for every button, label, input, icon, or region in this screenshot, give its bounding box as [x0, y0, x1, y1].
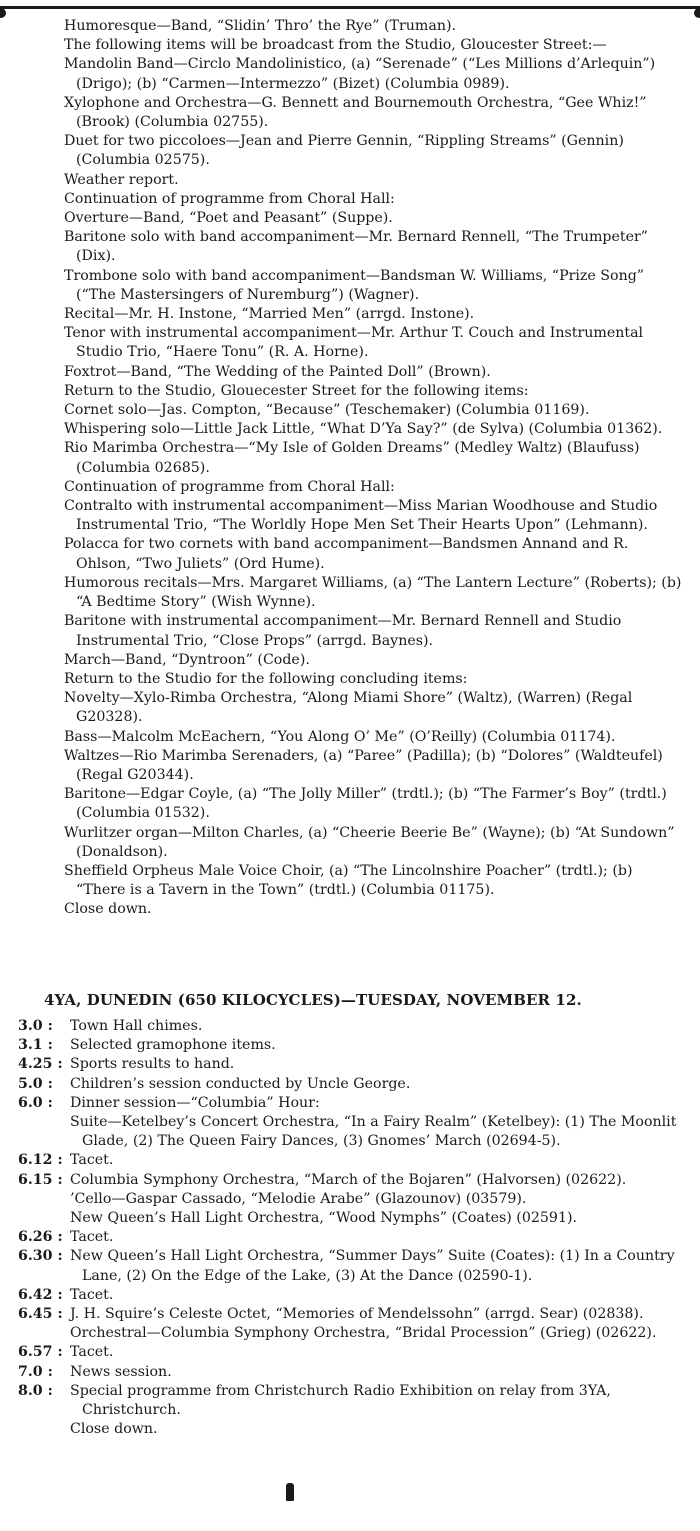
schedule-row [18, 1363, 686, 1382]
schedule-row [18, 1343, 686, 1362]
schedule-text: Tacet. [70, 1152, 114, 1169]
programme-item: Foxtrot—Band, “The Wedding of the Painted Doll” (Brown). [64, 363, 491, 380]
programme-item: Baritone solo with band accompaniment—Mr. Bernard Rennell, “The Trumpeter” (Dix). [64, 229, 649, 265]
programme-item: The following items will be broadcast from the Studio, Gloucester Street:— [64, 37, 607, 54]
schedule-time: 7.0 : [18, 1363, 53, 1380]
schedule-row [18, 1171, 686, 1190]
schedule-text: Town Hall chimes. [70, 1018, 203, 1034]
rule-end-ornament [694, 8, 700, 18]
programme-item: Bass—Malcolm McEachern, “You Along O’ Me” (O’Reilly) (Columbia 01174). [64, 728, 616, 745]
station-schedule [18, 1017, 686, 1439]
schedule-row [18, 1247, 686, 1285]
schedule-time: 4.25 : [18, 1056, 63, 1073]
schedule-row [18, 1055, 686, 1074]
programme-item: Xylophone and Orchestra—G. Bennett and Bournemouth Orchestra, “Gee Whiz!” (Brook) (Columbia 02755). [64, 94, 647, 131]
schedule-continuation: Orchestral—Columbia Symphony Orchestra, “Bridal Procession” (Grieg) (02622). [70, 1325, 657, 1342]
schedule-continuation: New Queen’s Hall Light Orchestra, “Wood Nymphs” (Coates) (02591). [70, 1210, 578, 1227]
programme-item: Waltzes—Rio Marimba Serenaders, (a) “Paree” (Padilla); (b) “Dolores” (Waldteufel) (Regal G20344). [64, 747, 663, 783]
programme-item: Overture—Band, “Poet and Peasant” (Suppe). [64, 210, 393, 227]
programme-item: Weather report. [64, 171, 179, 188]
schedule-text: News session. [70, 1363, 172, 1380]
schedule-row [18, 1305, 686, 1324]
schedule-row [18, 1075, 686, 1094]
programme-item: Baritone—Edgar Coyle, (a) “The Jolly Miller” (trdtl.); (b) “The Farmer’s Boy” (trdtl.) (Columbia 01532). [64, 786, 667, 822]
schedule-text: Sports results to hand. [70, 1056, 235, 1073]
section-heading: 4YA, DUNEDIN (650 KILOCYCLES)—TUESDAY, NOVEMBER 12. [44, 991, 582, 1009]
programme-item: Wurlitzer organ—Milton Charles, (a) “Cheerie Beerie Be” (Wayne); (b) “At Sundown” (Donaldson). [64, 824, 675, 860]
rule-end-ornament [0, 8, 6, 18]
schedule-row [18, 1228, 686, 1247]
programme-item: Humorous recitals—Mrs. Margaret Williams, (a) “The Lantern Lecture” (Roberts); (b) “A Bedtime Story” (Wish Wynne). [64, 574, 682, 611]
programme-item: March—Band, “Dyntroon” (Code). [64, 651, 310, 668]
programme-item: Recital—Mr. H. Instone, “Married Men” (arrgd. Instone). [64, 306, 475, 323]
schedule-time: 6.12 : [18, 1152, 63, 1169]
programme-item: Rio Marimba Orchestra—“My Isle of Golden Dreams” (Medley Waltz) (Blaufuss) (Columbia 02685). [64, 440, 640, 476]
schedule-text: Tacet. [70, 1229, 114, 1246]
schedule-text: New Queen’s Hall Light Orchestra, “Summer Days” Suite (Coates): (1) In a Country Lane, (2) On the Edge of the Lake, (3) At the Dance (02590-1). [70, 1248, 675, 1284]
schedule-continuation: Close down. [70, 1421, 158, 1438]
schedule-text: Tacet. [70, 1344, 114, 1361]
schedule-text: Children’s session conducted by Uncle George. [70, 1075, 411, 1092]
schedule-row [18, 1286, 686, 1305]
programme-item: Humoresque—Band, “Slidin’ Thro’ the Rye” (Truman). [64, 18, 457, 34]
schedule-time: 5.0 : [18, 1075, 53, 1092]
programme-item: Close down. [64, 901, 152, 918]
programme-item: Cornet solo—Jas. Compton, “Because” (Teschemaker) (Columbia 01169). [64, 402, 590, 419]
programme-item: Whispering solo—Little Jack Little, “What D’Ya Say?” (de Sylva) (Columbia 01362). [64, 421, 663, 438]
schedule-time: 6.15 : [18, 1171, 63, 1188]
schedule-row [18, 1017, 686, 1036]
schedule-row [18, 1036, 686, 1055]
programme-continuation [64, 17, 684, 920]
programme-item: Duet for two piccoloes—Jean and Pierre Gennin, “Rippling Streams” (Gennin) (Columbia 02575). [64, 133, 624, 169]
programme-item: Contralto with instrumental accompaniment—Miss Marian Woodhouse and Studio Instrumental Trio, “The Worldly Hope Men Set Their Hearts Upon” (Lehmann). [64, 498, 658, 534]
schedule-time: 6.42 : [18, 1286, 63, 1303]
schedule-text: Dinner session—“Columbia” Hour: [70, 1094, 320, 1111]
schedule-text: Special programme from Christchurch Radio Exhibition on relay from 3YA, Christchurch. [70, 1382, 611, 1419]
programme-item: Tenor with instrumental accompaniment—Mr. Arthur T. Couch and Instrumental Studio Trio, “Haere Tonu” (R. A. Horne). [64, 325, 644, 361]
schedule-time: 3.1 : [18, 1037, 53, 1054]
schedule-time: 3.0 : [18, 1018, 53, 1034]
schedule-time: 8.0 : [18, 1382, 53, 1399]
schedule-continuation: Suite—Ketelbey’s Concert Orchestra, “In a Fairy Realm” (Ketelbey): (1) The Moonlit Glade, (2) The Queen Fairy Dances, (3) Gnomes’ March (02694-5). [70, 1114, 677, 1150]
top-rule [0, 6, 700, 9]
schedule-text: Tacet. [70, 1286, 114, 1303]
ink-blot [286, 1483, 294, 1501]
programme-item: Continuation of programme from Choral Hall: [64, 478, 395, 495]
schedule-row [18, 1382, 686, 1420]
schedule-time: 6.0 : [18, 1094, 53, 1111]
programme-item: Trombone solo with band accompaniment—Bandsman W. Williams, “Prize Song” (“The Mastersingers of Nuremburg”) (Wagner). [64, 267, 645, 303]
schedule-text: J. H. Squire’s Celeste Octet, “Memories of Mendelssohn” (arrgd. Sear) (02838). [70, 1306, 644, 1323]
schedule-continuation: ’Cello—Gaspar Cassado, “Melodie Arabe” (Glazounov) (03579). [70, 1190, 527, 1207]
programme-item: Polacca for two cornets with band accompaniment—Bandsmen Annand and R. Ohlson, “Two Juliets” (Ord Hume). [64, 536, 629, 572]
schedule-text: Selected gramophone items. [70, 1037, 276, 1054]
programme-item: Sheffield Orpheus Male Voice Choir, (a) “The Lincolnshire Poacher” (trdtl.); (b) “There is a Tavern in the Town” (trdtl.) (Columbia 01175). [64, 862, 633, 899]
schedule-row [18, 1094, 686, 1113]
schedule-time: 6.45 : [18, 1306, 63, 1323]
schedule-text: Columbia Symphony Orchestra, “March of the Bojaren” (Halvorsen) (02622). [70, 1171, 627, 1188]
programme-item: Mandolin Band—Circlo Mandolinistico, (a) “Serenade” (“Les Millions d’Arlequin”) (Drigo); (b) “Carmen—Intermezzo” (Bizet) (Columbia 0989). [64, 56, 656, 92]
schedule-row [18, 1151, 686, 1170]
programme-item: Continuation of programme from Choral Hall: [64, 190, 395, 207]
programme-item: Return to the Studio for the following concluding items: [64, 670, 468, 687]
programme-item: Baritone with instrumental accompaniment—Mr. Bernard Rennell and Studio Instrumental Trio, “Close Props” (arrgd. Baynes). [64, 613, 622, 649]
schedule-time: 6.30 : [18, 1248, 63, 1265]
schedule-time: 6.26 : [18, 1229, 63, 1246]
programme-item: Return to the Studio, Glouecester Street for the following items: [64, 382, 529, 399]
schedule-time: 6.57 : [18, 1344, 63, 1361]
programme-item: Novelty—Xylo-Rimba Orchestra, “Along Miami Shore” (Waltz), (Warren) (Regal G20328). [64, 690, 633, 726]
